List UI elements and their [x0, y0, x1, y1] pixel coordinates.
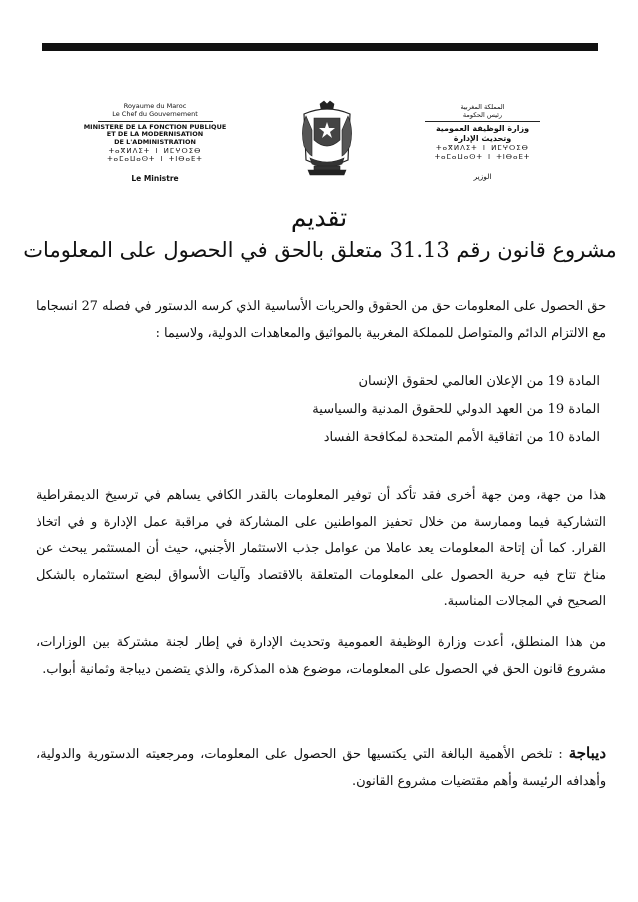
head-of-government-fr: Le Chef du Gouvernement [112, 109, 198, 118]
minister-label-ar: الوزير [473, 171, 492, 181]
tifinagh-line-2: ⵜⴰⵎⴰⵡⴰⵙⵜ ⵏ ⵜⵏⴱⴰⴹⵜ [434, 153, 531, 161]
tifinagh-line-1: ⵜⴰⴳⵍⴷⵉⵜ ⵏ ⵍⵎⵖⵔⵉⴱ [436, 144, 529, 153]
royal-coat-of-arms-icon [300, 100, 354, 176]
preamble-text: : تلخص الأهمية البالغة التي يكتسيها حق الحصول على المعلومات، ومرجعيته الدستورية والدولية، وأهدافه الرئيسة وأهم مقتضيات مشروع القانون. [36, 747, 606, 789]
paragraph-preamble [36, 740, 606, 795]
tifinagh-line-2: ⵜⴰⵎⴰⵡⴰⵙⵜ ⵏ ⵜⵏⴱⴰⴹⵜ [107, 155, 203, 164]
letterhead-french [80, 103, 230, 183]
letterhead-arabic [415, 103, 550, 181]
list-item: المادة 10 من اتفاقية الأمم المتحدة لمكافحة الفساد [323, 430, 600, 445]
paragraph-investment: هذا من جهة، ومن جهة أخرى فقد تأكد أن توفير المعلومات بالقدر الكافي يساهم في ترسيخ الديمقراطية التشاركية فيما وممارسة من خلال تحفيز المواطنين على المشاركة في مراقبة عمل الإدارة و في اتخاذ القرار. كما أن إتاحة المعلومات يعد عاملا من عوامل جذب الاستثمار الأجنبي، حيث أن المستثمر يبحث عن مناخ تتاح فيه حرية الحصول على المعلومات المتعلقة بالاقتصاد وآليات الأسواق لبضع استثماره بالشكل الصحيح في المجالات المناسبة. [36, 488, 606, 609]
kingdom-label-fr: Royaume du Maroc [123, 102, 187, 110]
kingdom-label-ar: المملكة المغربية [460, 103, 505, 111]
list-item: المادة 19 من العهد الدولي للحقوق المدنية والسياسية [312, 402, 600, 417]
list-item: المادة 19 من الإعلان العالمي لحقوق الإنسان [358, 374, 600, 389]
paragraph-intro: حق الحصول على المعلومات حق من الحقوق والحريات الأساسية الذي كرسه الدستور في فصله 27 انسجاما مع الالتزام الدائم والمتواصل للمملكة المغربية بالمواثيق والمعاهدات الدولية، ولاسيما : [36, 299, 606, 341]
document-title: تقديم [290, 203, 348, 232]
ministry-name-ar-2: وتحديث الإدارة [453, 134, 512, 144]
tifinagh-line-1: ⵜⴰⴳⵍⴷⵉⵜ ⵏ ⵍⵎⵖⵔⵉⴱ [108, 146, 202, 155]
document-subtitle: مشروع قانون رقم 31.13 متعلق بالحق في الحصول على المعلومات [23, 238, 617, 262]
divider [425, 121, 540, 122]
head-of-government-ar: رئيس الحكومة [462, 111, 503, 120]
minister-label-fr: Le Ministre [131, 173, 179, 183]
ministry-name-fr-3: DE L'ADMINISTRATION [114, 138, 196, 147]
preamble-keyword: ديباجة [568, 744, 606, 762]
top-rule [42, 43, 598, 51]
ministry-name-ar-1: وزارة الوظيفة العمومية [435, 124, 530, 134]
divider [98, 121, 213, 122]
paragraph-ministry: من هذا المنطلق، أعدت وزارة الوظيفة العمومية وتحديث الإدارة في إطار لجنة مشتركة بين الوزارات، مشروع قانون الحق في الحصول على المعلومات، موضوع هذه المذكرة، والذي يتضمن ديباجة وثمانية أبواب. [36, 635, 606, 677]
ministry-name-fr-2: ET DE LA MODERNISATION [106, 130, 204, 139]
ministry-name-fr-1: MINISTERE DE LA FONCTION PUBLIQUE [83, 122, 227, 131]
